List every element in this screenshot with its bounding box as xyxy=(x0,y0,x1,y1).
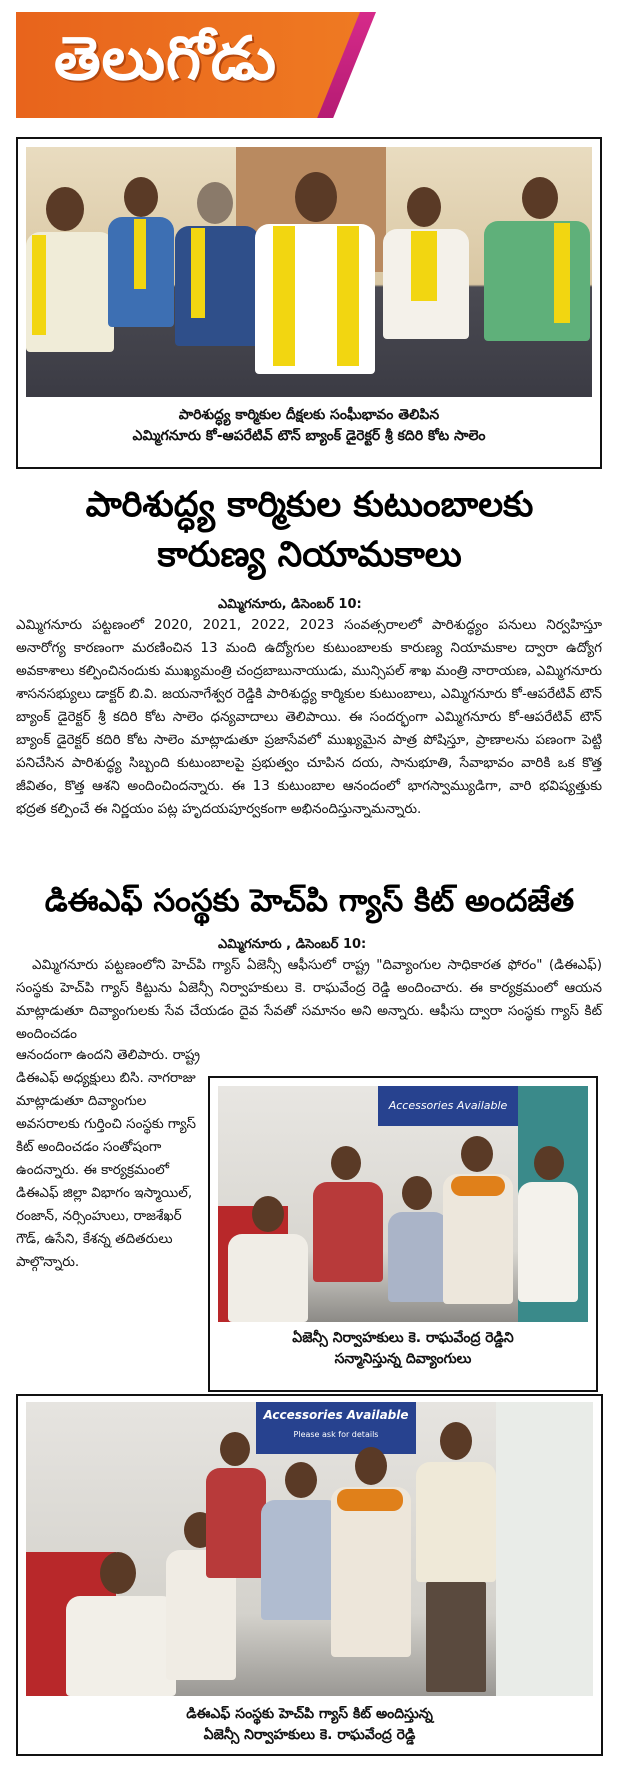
article1-headline-line2: కారుణ్య నియామకాలు xyxy=(157,535,462,575)
photo1-frame xyxy=(16,137,602,469)
article2-body-narrow: ఆనందంగా ఉందని తెలిపారు. రాష్ట్ర డిఈఎఫ్ అధ్యక్షులు బిసి. నాగరాజు మాట్లాడుతూ దివ్యాంగుల అవసరాలకు గుర్తించి సంస్థకు గ్యాస్ కిట్ అందించడం సంతోషంగా ఉందన్నారు. ఈ కార్యక్రమంలో డిఈఎఫ్ జిల్లా విభాగం ఇస్మాయిల్, రంజాన్, నర్సింహులు, రాజశేఖర్ గౌడ్, ఉసేని, కేశన్న తదితరులు పాల్గొన్నారు. xyxy=(16,1047,201,1270)
article2-headline: డిఈఎఫ్ సంస్థకు హెచ్‌పి గ్యాస్ కిట్ అందజేత xyxy=(44,883,575,919)
article2-dateline: ఎమ్మిగనూరు , డిసెంబర్ 10: xyxy=(218,937,367,952)
photo3-frame xyxy=(16,1394,603,1756)
photo3-image xyxy=(26,1402,593,1696)
masthead-white-panel xyxy=(333,12,602,118)
photo3-caption-line1: డిఈఎఫ్ సంస్థకు హెచ్‌పి గ్యాస్ కిట్ అందిస్తున్న xyxy=(186,1706,433,1722)
photo2-caption-line1: ఏజెన్సీ నిర్వాహకులు కె. రాఘవేంద్ర రెడ్డిని xyxy=(292,1330,514,1346)
photo2-sign-text: Accessories Available xyxy=(388,1099,508,1112)
photo3-sign-subtext: Please ask for details xyxy=(293,1430,379,1439)
photo3-sign-text: Accessories Available xyxy=(263,1408,409,1422)
photo3-caption xyxy=(26,1704,593,1746)
photo1-caption xyxy=(26,405,592,447)
photo2-caption xyxy=(218,1328,588,1370)
photo2-caption-line2: సన్మానిస్తున్న దివ్యాంగులు xyxy=(334,1351,472,1367)
photo2-accessories-sign xyxy=(378,1086,518,1126)
photo3-caption-line2: ఏజెన్సీ నిర్వాహకులు కె. రాఘవేంద్ర రెడ్డి xyxy=(203,1727,416,1743)
article2-body-full: ఎమ్మిగనూరు పట్టణంలోని హెచ్‌పి గ్యాస్ ఏజెన్సీ ఆఫీసులో రాష్ట్ర "దివ్యాంగుల సాధికారత ఫోరం" (డిఈఎఫ్) సంస్థకు హెచ్‌పి గ్యాస్ కిట్టును ఏజెన్సీ నిర్వాహకులు కె. రాఘవేంద్ర రెడ్డి అందించారు. ఈ కార్యక్రమంలో ఆయన మాట్లాడుతూ దివ్యాంగులకు సేవ చేయడం దైవ సేవతో సమానం అని అన్నారు. ఆఫీసు ద్వారా సంస్థకు గ్యాస్ కిట్ అందించడం xyxy=(16,957,602,1042)
article1-body: ఎమ్మిగనూరు పట్టణంలో 2020, 2021, 2022, 2023 సంవత్సరాలలో పారిశుద్ధ్యం పనులు నిర్వహిస్తూ అనారోగ్య కారణంగా మరణించిన 13 మంది ఉద్యోగుల కుటుంబాలకు కారుణ్య నియామకాల ద్వారా ఉద్యోగ అవకాశాలు కల్పించినందుకు ముఖ్యమంత్రి చంద్రబాబునాయుడు, మున్సిపల్ శాఖ మంత్రి నారాయణ, ఎమ్మిగనూరు శాసనసభ్యులు డాక్టర్ బి.వి. జయనాగేశ్వర రెడ్డికి పారిశుద్ధ్య కార్మికుల కుటుంబాలు, ఎమ్మిగనూరు కో-ఆపరేటివ్ టౌన్ బ్యాంక్ డైరెక్టర్ శ్రీ కదిరి కోట సాలెం ధన్యవాదాలు తెలిపాయి. ఈ సందర్భంగా ఎమ్మిగనూరు కో-ఆపరేటివ్ టౌన్ బ్యాంక్ డైరెక్టర్ కదిరి కోట సాలెం మాట్లాడుతూ ప్రజాసేవలో ముఖ్యమైన పాత్ర పోషిస్తూ, ప్రాణాలను పణంగా పెట్టి పనిచేసిన పారిశుద్ధ్య సిబ్బంది కుటుంబాలపై ప్రభుత్వం చూపిన దయ, సానుభూతి, సేవాభావం వారికి ఒక కొత్త జీవితం, కొత్త ఆశని అందించిందన్నారు. ఈ 13 కుటుంబాల ఆనందంలో భాగస్వామ్యుడిగా, వారి భవిష్యత్తుకు భద్రత కల్పించే ఈ నిర్ణయం పట్ల హృదయపూర్వకంగా అభినందిస్తున్నామన్నారు. xyxy=(16,617,602,817)
photo1-caption-line2: ఎమ్మిగనూరు కో-ఆపరేటివ్ టౌన్ బ్యాంక్ డైరెక్టర్ శ్రీ కదిరి కోట సాలెం xyxy=(132,428,486,444)
article1-headline-line1: పారిశుద్ధ్య కార్మికుల కుటుంబాలకు xyxy=(85,485,534,525)
photo1-caption-line1: పారిశుద్ధ్య కార్మికుల దీక్షలకు సంఘీభావం తెలిపిన xyxy=(178,407,440,423)
photo1-image xyxy=(26,147,592,397)
masthead-title: తెలుగోడు xyxy=(54,24,277,94)
photo2-frame xyxy=(208,1076,598,1392)
photo2-image xyxy=(218,1086,588,1322)
masthead-banner xyxy=(16,12,602,118)
article1-dateline: ఎమ్మిగనూరు, డిసెంబర్ 10: xyxy=(218,597,362,612)
